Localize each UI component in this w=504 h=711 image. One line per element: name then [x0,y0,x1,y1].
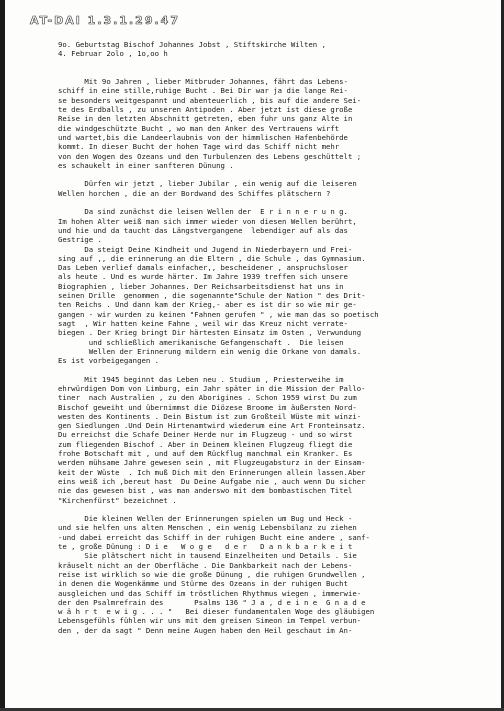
text-line: te , große Dünung : D i e W o g e d e r D a n k b a r k e i t [58,542,353,552]
text-line: ten Reichs . Und dann kam der Krieg,- aber es ist dir so wie mir ge- [58,300,357,310]
text-line: kräuselt nicht an der Oberfläche . Die Dankbarkeit nach der Lebens- [58,560,353,570]
text-line: die windgeschützte Bucht , wo man den Anker des Vertrauens wirft [58,123,340,133]
text-line: gangen - wir wurden zu keinen "Fahnen gerufen " , wie man das so poetisch [58,309,379,319]
text-line: zum fliegenden Bischof . Aber in Deinem kleinen Flugzeug fliegt die [58,439,353,449]
text-line: Sie plätschert nicht in tausend Einzelheiten und Details . Sie [58,551,357,561]
archive-stamp: AT-DAI 1.3.1.29.47 [30,14,180,27]
text-line [58,170,488,179]
text-line: sing auf ,, die erinnerung an die Eltern , die Schule , das Gymnasium. [58,253,366,263]
text-line: werden mühsame Jahre gewesen sein , mit Flugzeugabsturz in der Einsam- [58,458,366,468]
text-line: Da sind zunächst die leisen Wellen der E r i n n e r u n g. [58,207,348,217]
text-line: und schließlich amerikanische Gefangenschaft . Die leisen [58,337,344,347]
text-line: biegen . Der Krieg bringt Dir härtesten Einsatz im Osten , Verwundung [58,328,362,338]
text-line: Bischof geweiht und übernimmst die Diözese Broome im äußersten Nord- [58,402,357,412]
typewritten-text [58,40,488,635]
text-line: Im hohen Alter weiß man sich immer wieder von diesen Wellen berührt, [58,216,357,226]
text-line: se besonders weitgespannt und abenteuerlich , bis auf die andere Sei- [58,95,362,105]
text-line [58,505,488,514]
text-line: te des Erdballs , zu unseren Antipoden . Aber jetzt ist diese große [58,105,353,115]
text-line: Du erreichst die Schafe Deiner Herde nur im Flugzeug - und so wirst [58,430,353,440]
text-line: schiff in eine stille,ruhige Bucht . Bei Dir war ja die lange Rei- [58,86,348,96]
text-line: ausgleichen und das Schiff im tröstlichen Rhythmus wiegen , immerwie- [58,588,362,598]
text-line: reise ist wirklich so wie die große Dünung , die ruhigen Grundwellen , [58,569,366,579]
text-line: und wartet,bis die Landeerlaubnis von der himmlischen Hafenbehörde [58,132,348,142]
scan-edge-left [0,0,5,711]
text-line: Dürfen wir jetzt , lieber Jubilar , ein wenig auf die leiseren [58,179,357,189]
text-line: Da steigt Deine Kindheit und Jugend in Niederbayern und Frei- [58,244,353,254]
text-line [58,68,488,77]
text-line: Es ist vorbeigegangen . [58,356,160,366]
text-line: -und dabei erreicht das Schiff in der ruhigen Bucht eine andere , sanf- [58,532,370,542]
text-line: sagt , Wir hatten keine Fahne , weil wir das Kreuz nicht verrate- [58,318,348,328]
text-line: seinen Drille genommen , die sogenannte"Schule der Nation " des Drit- [58,291,366,301]
text-line: 9o. Geburtstag Bischof Johannes Jobst , Stiftskirche Wilten , [58,40,326,49]
text-line: Wellen horchen , die an der Bordwand des Schiffes plätschern ? [58,188,331,198]
text-line: in denen die Wogenkämme und Stürme des Ozeans in der ruhigen Bucht [58,579,348,589]
text-line: Die kleinen Wellen der Erinnerungen spielen um Bug und Heck - [58,514,353,524]
text-line: "Kirchenfürst" bezeichnet . [58,495,177,505]
text-line: von den Wogen des Ozeans und den Turbulenzen des Lebens geschüttelt ; [58,151,362,161]
text-line: es schaukelt in einer sanfteren Dünung . [58,160,234,170]
text-line: Gestrige . [58,235,102,245]
text-line: nie das gewesen bist , was man anderswo mit dem bombastischen Titel [58,486,353,496]
text-line: westen des Kontinents . Dein Bistum ist zum Großteil Wüste mit winzi- [58,411,362,421]
text-line: und hie und da taucht das Längstvergangene lebendiger auf als das [58,225,348,235]
text-line: Reise in den letzten Abschnitt getreten, eben fuhr uns ganz Alte in [58,114,353,124]
text-line: den , der da sagt " Denn meine Augen haben den Heil geschaut im An- [58,625,353,635]
text-line: kommt. In dieser Bucht der hohen Tage wird das Schiff nicht mehr [58,142,340,152]
text-line: als heute . Und es wurde härter. Im Jahre 1939 treffen sich unsere [58,272,348,282]
text-line: Das Leben verlief damals einfacher,, bescheidener , anspruchsloser [58,263,348,273]
text-line: tiner nach Australien , zu den Aborigines . Schon 1959 wirst Du zum [58,393,357,403]
text-line [58,59,488,68]
text-line: Mit 1945 beginnt das Leben neu . Studium , Priesterweihe im [58,374,344,384]
text-line: gen Siedlungen .Und Dein Hirtenamtwird wiederum eine Art Fronteinsatz. [58,421,366,431]
text-line: und sie helfen uns alten Menschen , ein wenig Lebensbilanz zu ziehen [58,523,357,533]
text-line: eins weiß ich ,bereut hast Du Deine Aufgabe nie , auch wenn Du sicher [58,476,366,486]
text-line: frohe Botschaft mit , und auf dem Rückflug manchmal ein Kranker. Es [58,449,353,459]
text-line: w ä h r t e w i g . . . " Bei dieser fundamentalen Woge des gläubigen [58,607,375,617]
text-line: Mit 9o Jahren , lieber Mitbruder Johannes, fährt das Lebens- [58,77,348,87]
text-line: Biographien , lieber Johannes. Der Reichsarbeitsdienst hat uns in [58,281,344,291]
text-line [58,198,488,207]
text-line: keit der Wüste . Ich muß Dich mit den Erinnerungen allein lassen.Aber [58,467,366,477]
text-line: Lebensgefühls fühlen wir uns mit dem greisen Simeon im Tempel verbun- [58,616,362,626]
text-line: ehrwürdigen Dom von Limburg, ein Jahr später in die Mission der Pallo- [58,383,366,393]
text-line: 4. Februar 2olo , 1o,oo h [58,49,168,59]
text-line [58,365,488,374]
text-line: der den Psalmrefrain des Psalms 136 " J a , d e i n e G n a d e [58,597,366,607]
text-line: Wellen der Erinnerung mildern ein wenig die Orkane von damals. [58,346,362,356]
